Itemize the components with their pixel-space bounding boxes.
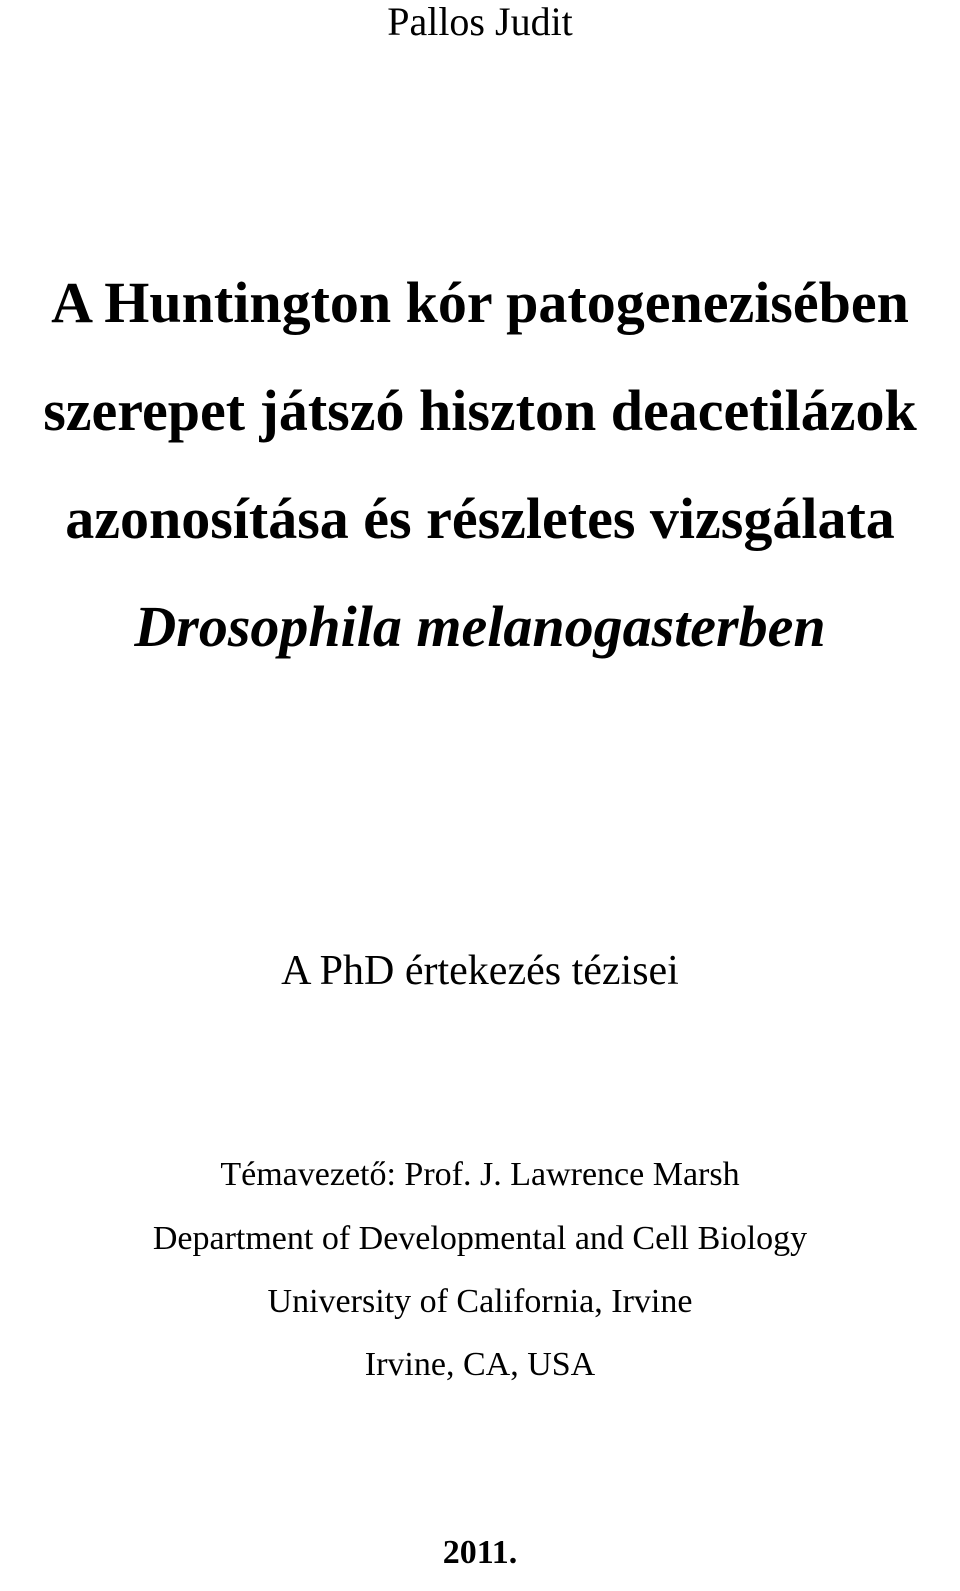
department-line: Department of Developmental and Cell Biology bbox=[152, 1220, 808, 1257]
author-name: Pallos Judit bbox=[387, 0, 573, 44]
title-line-4: Drosophila melanogasterben bbox=[134, 594, 826, 659]
location-line: Irvine, CA, USA bbox=[364, 1346, 596, 1383]
university-line: University of California, Irvine bbox=[267, 1283, 693, 1320]
title-line-1: A Huntington kór patogenezisében bbox=[51, 270, 909, 335]
publication-year: 2011. bbox=[442, 1534, 518, 1571]
title-line-3: azonosítása és részletes vizsgálata bbox=[65, 486, 895, 551]
document-subtitle: A PhD értekezés tézisei bbox=[281, 948, 679, 994]
supervisor-line: Témavezető: Prof. J. Lawrence Marsh bbox=[220, 1156, 740, 1193]
title-line-2: szerepet játszó hiszton deacetilázok bbox=[43, 378, 917, 443]
